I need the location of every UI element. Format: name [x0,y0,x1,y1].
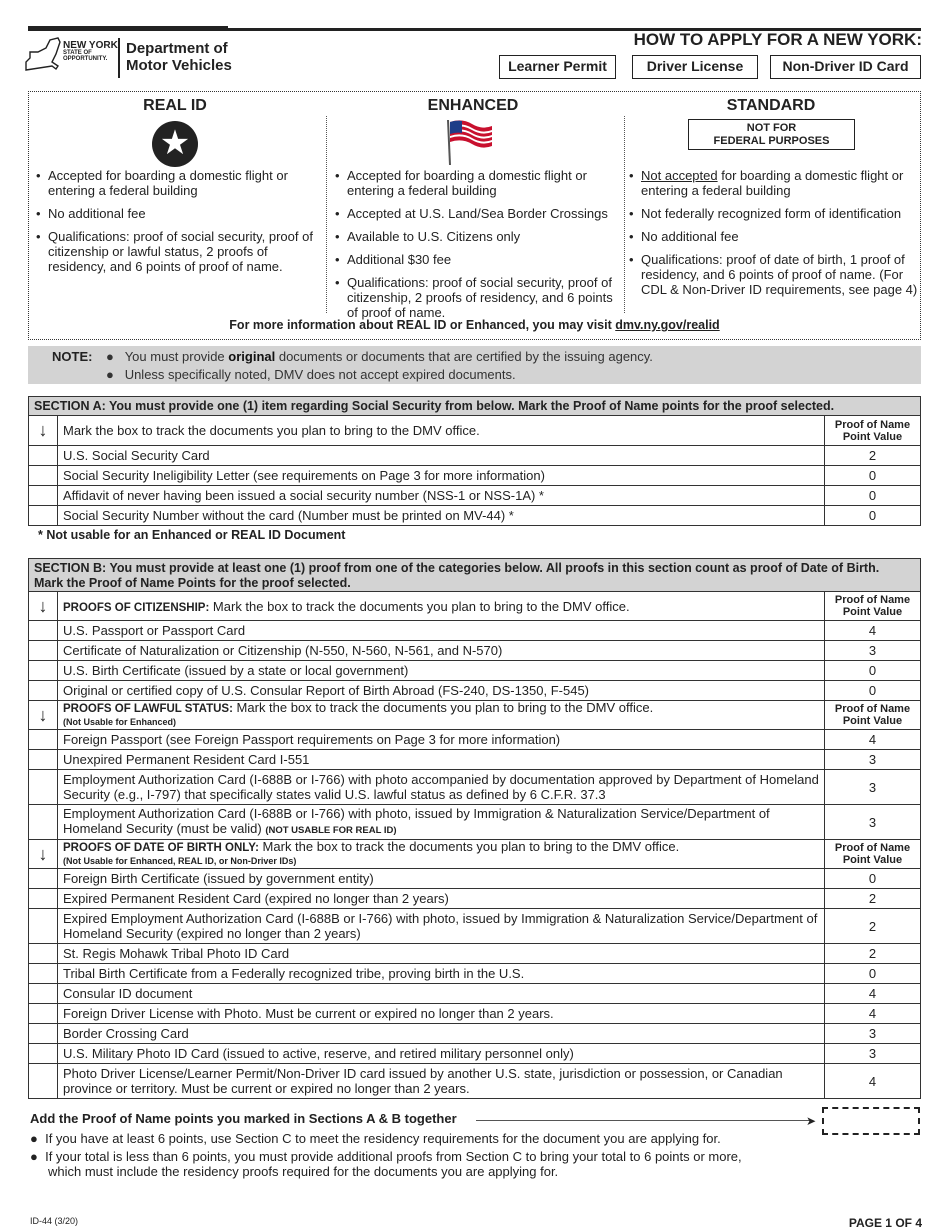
table-row: U.S. Birth Certificate (issued by a state or local government) 0 [29,661,921,681]
not-for-federal-badge: NOT FOR FEDERAL PURPOSES [688,119,855,150]
list-item: • Additional $30 fee [333,252,621,267]
checkbox[interactable] [29,621,58,641]
checkbox[interactable] [29,984,58,1004]
checkbox[interactable] [29,681,58,701]
table-row: Expired Employment Authorization Card (I-688B or I-766) with photo, issued by Immigration & Naturalization Service/Department of Homeland Security (expired no longer than 2 years) 2 [29,909,921,944]
checkbox[interactable] [29,909,58,944]
enhanced-bullets [333,168,621,328]
add-points-label: Add the Proof of Name points you marked in Sections A & B together [30,1111,457,1126]
checkbox[interactable] [29,506,58,526]
table-row: Original or certified copy of U.S. Consular Report of Birth Abroad (FS-240, DS-1350, F-545) 0 [29,681,921,701]
page-number: PAGE 1 OF 4 [848,1216,922,1230]
checkbox[interactable] [29,641,58,661]
citizenship-header: PROOFS OF CITIZENSHIP: Mark the box to track the documents you plan to bring to the DMV office. [58,592,825,621]
checkbox[interactable] [29,750,58,770]
real-id-star-icon: ★ [152,121,198,167]
checkbox[interactable] [29,661,58,681]
section-a-table [28,415,921,526]
section-b-header: SECTION B: You must provide at least one (1) proof from one of the categories below. All proofs in this section count as proof of Date of Birth. Mark the Proof of Name Points for the proof selected. [28,558,921,592]
list-item: • Qualifications: proof of social security, proof of citizenship or lawful status, 2 proofs of residency, and 6 points of proof of name. [34,229,322,274]
checkbox[interactable] [29,889,58,909]
note-line-2: ● Unless specifically noted, DMV does not accept expired documents. [106,367,516,382]
down-arrow-icon: ↓ [29,701,58,730]
ny-state-outline-icon [22,36,66,76]
list-item: • Not federally recognized form of identification [627,206,919,221]
column-divider [624,116,625,313]
us-flag-icon [444,118,494,166]
list-item: • No additional fee [34,206,322,221]
list-item: • Accepted for boarding a domestic flight or entering a federal building [34,168,322,198]
checkbox[interactable] [29,466,58,486]
realid-link[interactable]: dmv.ny.gov/realid [615,318,720,332]
table-row: Social Security Number without the card (Number must be printed on MV-44) * 0 [29,506,921,526]
list-item: • Accepted for boarding a domestic flight or entering a federal building [333,168,621,198]
more-info-line: For more information about REAL ID or Enhanced, you may visit dmv.ny.gov/realid [229,318,720,332]
list-item: • No additional fee [627,229,919,244]
checkbox[interactable] [29,1064,58,1099]
table-row: Tribal Birth Certificate from a Federally recognized tribe, proving birth in the U.S. 0 [29,964,921,984]
table-row: Employment Authorization Card (I-688B or I-766) with photo accompanied by documentation approved by Department of Homeland Security (e.g., I-797) that specifically states valid U.S. lawful status as defined by 6 C.F.R. 37.3 3 [29,770,921,805]
table-row: Foreign Driver License with Photo. Must be current or expired no longer than 2 years. 4 [29,1004,921,1024]
table-row: St. Regis Mohawk Tribal Photo ID Card 2 [29,944,921,964]
table-row: U.S. Social Security Card 2 [29,446,921,466]
column-divider [326,116,327,313]
table-row: Certificate of Naturalization or Citizenship (N-550, N-560, N-561, and N-570) 3 [29,641,921,661]
checkbox[interactable] [29,944,58,964]
dob-header: PROOFS OF DATE OF BIRTH ONLY: Mark the box to track the documents you plan to bring to the DMV office. (Not Usable for Enhanced, REAL ID, or Non-Driver IDs) [58,840,825,869]
checkbox[interactable] [29,869,58,889]
total-points-box[interactable] [822,1107,920,1135]
list-item: • Qualifications: proof of date of birth, 1 proof of residency, and 6 points of proof of name. (For CDL & Non-Driver ID requirements, see page 4) [627,252,919,297]
point-value-header: Proof of Name Point Value [825,416,921,446]
table-row: Photo Driver License/Learner Permit/Non-Driver ID card issued by another U.S. state, jurisdiction or possession, or Canadian province or territory. Must be current or expired no longer than 2 years. 4 [29,1064,921,1099]
lawful-status-header: PROOFS OF LAWFUL STATUS: Mark the box to track the documents you plan to bring to the DMV office. (Not Usable for Enhanced) [58,701,825,730]
checkbox[interactable] [29,446,58,466]
enhanced-title: ENHANCED [427,97,519,114]
real-id-title: REAL ID [143,97,207,114]
table-row: Border Crossing Card 3 [29,1024,921,1044]
ny-logo-text: NEW YORK STATE OF OPPORTUNITY. [63,40,118,62]
table-row: Unexpired Permanent Resident Card I-551 3 [29,750,921,770]
down-arrow-icon: ↓ [29,416,58,446]
real-id-bullets [34,168,322,282]
section-b-table: ↓ PROOFS OF CITIZENSHIP: Mark the box to track the documents you plan to bring to the DMV office. Proof of Name Point Value U.S. Passport or Passport Card 4 Certificate of Naturalization or Citizenship (N-550, N-560, N-561, and N-570) 3 U.S. Birth Certificate (issued by a state or local government) 0 Original or certified copy of U.S. Consular Report of Birth Abroad (FS-240, DS-1350, F-545) 0 ↓ PROOFS OF LAWFUL STATUS: Mark the box to track the documents you plan to bring to the DMV office. (Not Usable for Enhanced) Proof of Name Point Value Foreign Passport (see Foreign Passport requirements on Page 3 for more information) 4 Unexpired Permanent Resident Card I-551 3 Employment Authorization Card (I-688B or I-766) with photo accompanied by documentation approved by Department of Homeland Security (e.g., I-797) that specifically states valid U.S. lawful status as defined by 6 C.F.R. 37.3 3 Employment Authorization Card (I-688B or I-766) with photo, issued by Immigration & Naturalization Service/Department of Homeland Security (must be valid) (NOT USABLE FOR REAL ID) 3 ↓ PROOFS OF DATE OF BIRTH ONLY: Mark the box to track the documents you plan to bring to the DMV office. (Not Usable for Enhanced, REAL ID, or Non-Driver IDs) Proof of Name Point Value Foreign Birth Certificate (issued by government entity) 0 Expired Permanent Resident Card (expired no longer than 2 years) 2 Expired Employment Authorization Card (I-688B or I-766) with photo, issued by Immigration & Naturalization Service/Department of Homeland Security (expired no longer than 2 years) 2 St. Regis Mohawk Tribal Photo ID Card 2 Tribal Birth Certificate from a Federally recognized tribe, proving birth in the U.S. 0 Consular ID document 4 Foreign Driver License with Photo. Must be current or expired no longer than 2 years. 4 Border Crossing Card 3 U.S. Military Photo ID Card (issued to active, reserve, and retired military personnel only) 3 Photo Driver License/Learner Permit/Non-Driver ID card issued by another U.S. state, jurisdiction or possession, or Canadian province or territory. Must be current or expired no longer than 2 years. 4 [28,591,921,1099]
section-a-instruction: Mark the box to track the documents you plan to bring to the DMV office. [58,416,825,446]
footer-bullet-1: ● If you have at least 6 points, use Section C to meet the residency requirements for the document you are applying for. [30,1131,721,1146]
table-row: U.S. Military Photo ID Card (issued to active, reserve, and retired military personnel only) 3 [29,1044,921,1064]
dept-name: Department of Motor Vehicles [126,40,232,74]
section-a-header: SECTION A: You must provide one (1) item regarding Social Security from below. Mark the Proof of Name points for the proof selected. [28,396,921,416]
list-item: • Qualifications: proof of social security, proof of citizenship, 2 proofs of residency, and 6 points of proof of name. [333,275,621,320]
doc-type-driver-license: Driver License [632,55,758,79]
table-row: Employment Authorization Card (I-688B or I-766) with photo, issued by Immigration & Naturalization Service/Department of Homeland Security (must be valid) (NOT USABLE FOR REAL ID) 3 [29,805,921,840]
down-arrow-icon: ↓ [29,592,58,621]
table-row: Affidavit of never having been issued a social security number (NSS-1 or NSS-1A) * 0 [29,486,921,506]
arrow-line [476,1120,812,1121]
doc-type-non-driver-id: Non-Driver ID Card [770,55,921,79]
note-label: NOTE: [52,349,93,364]
logo-divider [118,38,120,78]
footer-bullet-2: ● If your total is less than 6 points, you must provide additional proofs from Section C to bring your total to 6 points or more, which must include the residency proofs required for the documents you are applying for. [30,1149,742,1179]
standard-bullets [627,168,919,305]
doc-type-learner-permit: Learner Permit [499,55,616,79]
checkbox[interactable] [29,730,58,750]
checkbox[interactable] [29,805,58,840]
page-title: HOW TO APPLY FOR A NEW YORK: [633,30,922,49]
checkbox[interactable] [29,1004,58,1024]
standard-title: STANDARD [726,97,816,114]
checkbox[interactable] [29,486,58,506]
table-row: Social Security Ineligibility Letter (see requirements on Page 3 for more information) 0 [29,466,921,486]
table-row: Foreign Birth Certificate (issued by government entity) 0 [29,869,921,889]
checkbox[interactable] [29,1044,58,1064]
list-item: • Not accepted for boarding a domestic flight or entering a federal building [627,168,919,198]
list-item: • Accepted at U.S. Land/Sea Border Crossings [333,206,621,221]
table-row: Expired Permanent Resident Card (expired no longer than 2 years) 2 [29,889,921,909]
table-row: Foreign Passport (see Foreign Passport requirements on Page 3 for more information) 4 [29,730,921,750]
list-item: • Available to U.S. Citizens only [333,229,621,244]
checkbox[interactable] [29,770,58,805]
form-id: ID-44 (3/20) [30,1216,79,1226]
section-a-footnote: * Not usable for an Enhanced or REAL ID Document [38,528,346,542]
down-arrow-icon: ↓ [29,840,58,869]
checkbox[interactable] [29,964,58,984]
note-line-1: ● You must provide original documents or documents that are certified by the issuing agency. [106,349,653,364]
arrow-right-icon: ➤ [806,1114,817,1128]
checkbox[interactable] [29,1024,58,1044]
table-row: U.S. Passport or Passport Card 4 [29,621,921,641]
table-row: Consular ID document 4 [29,984,921,1004]
